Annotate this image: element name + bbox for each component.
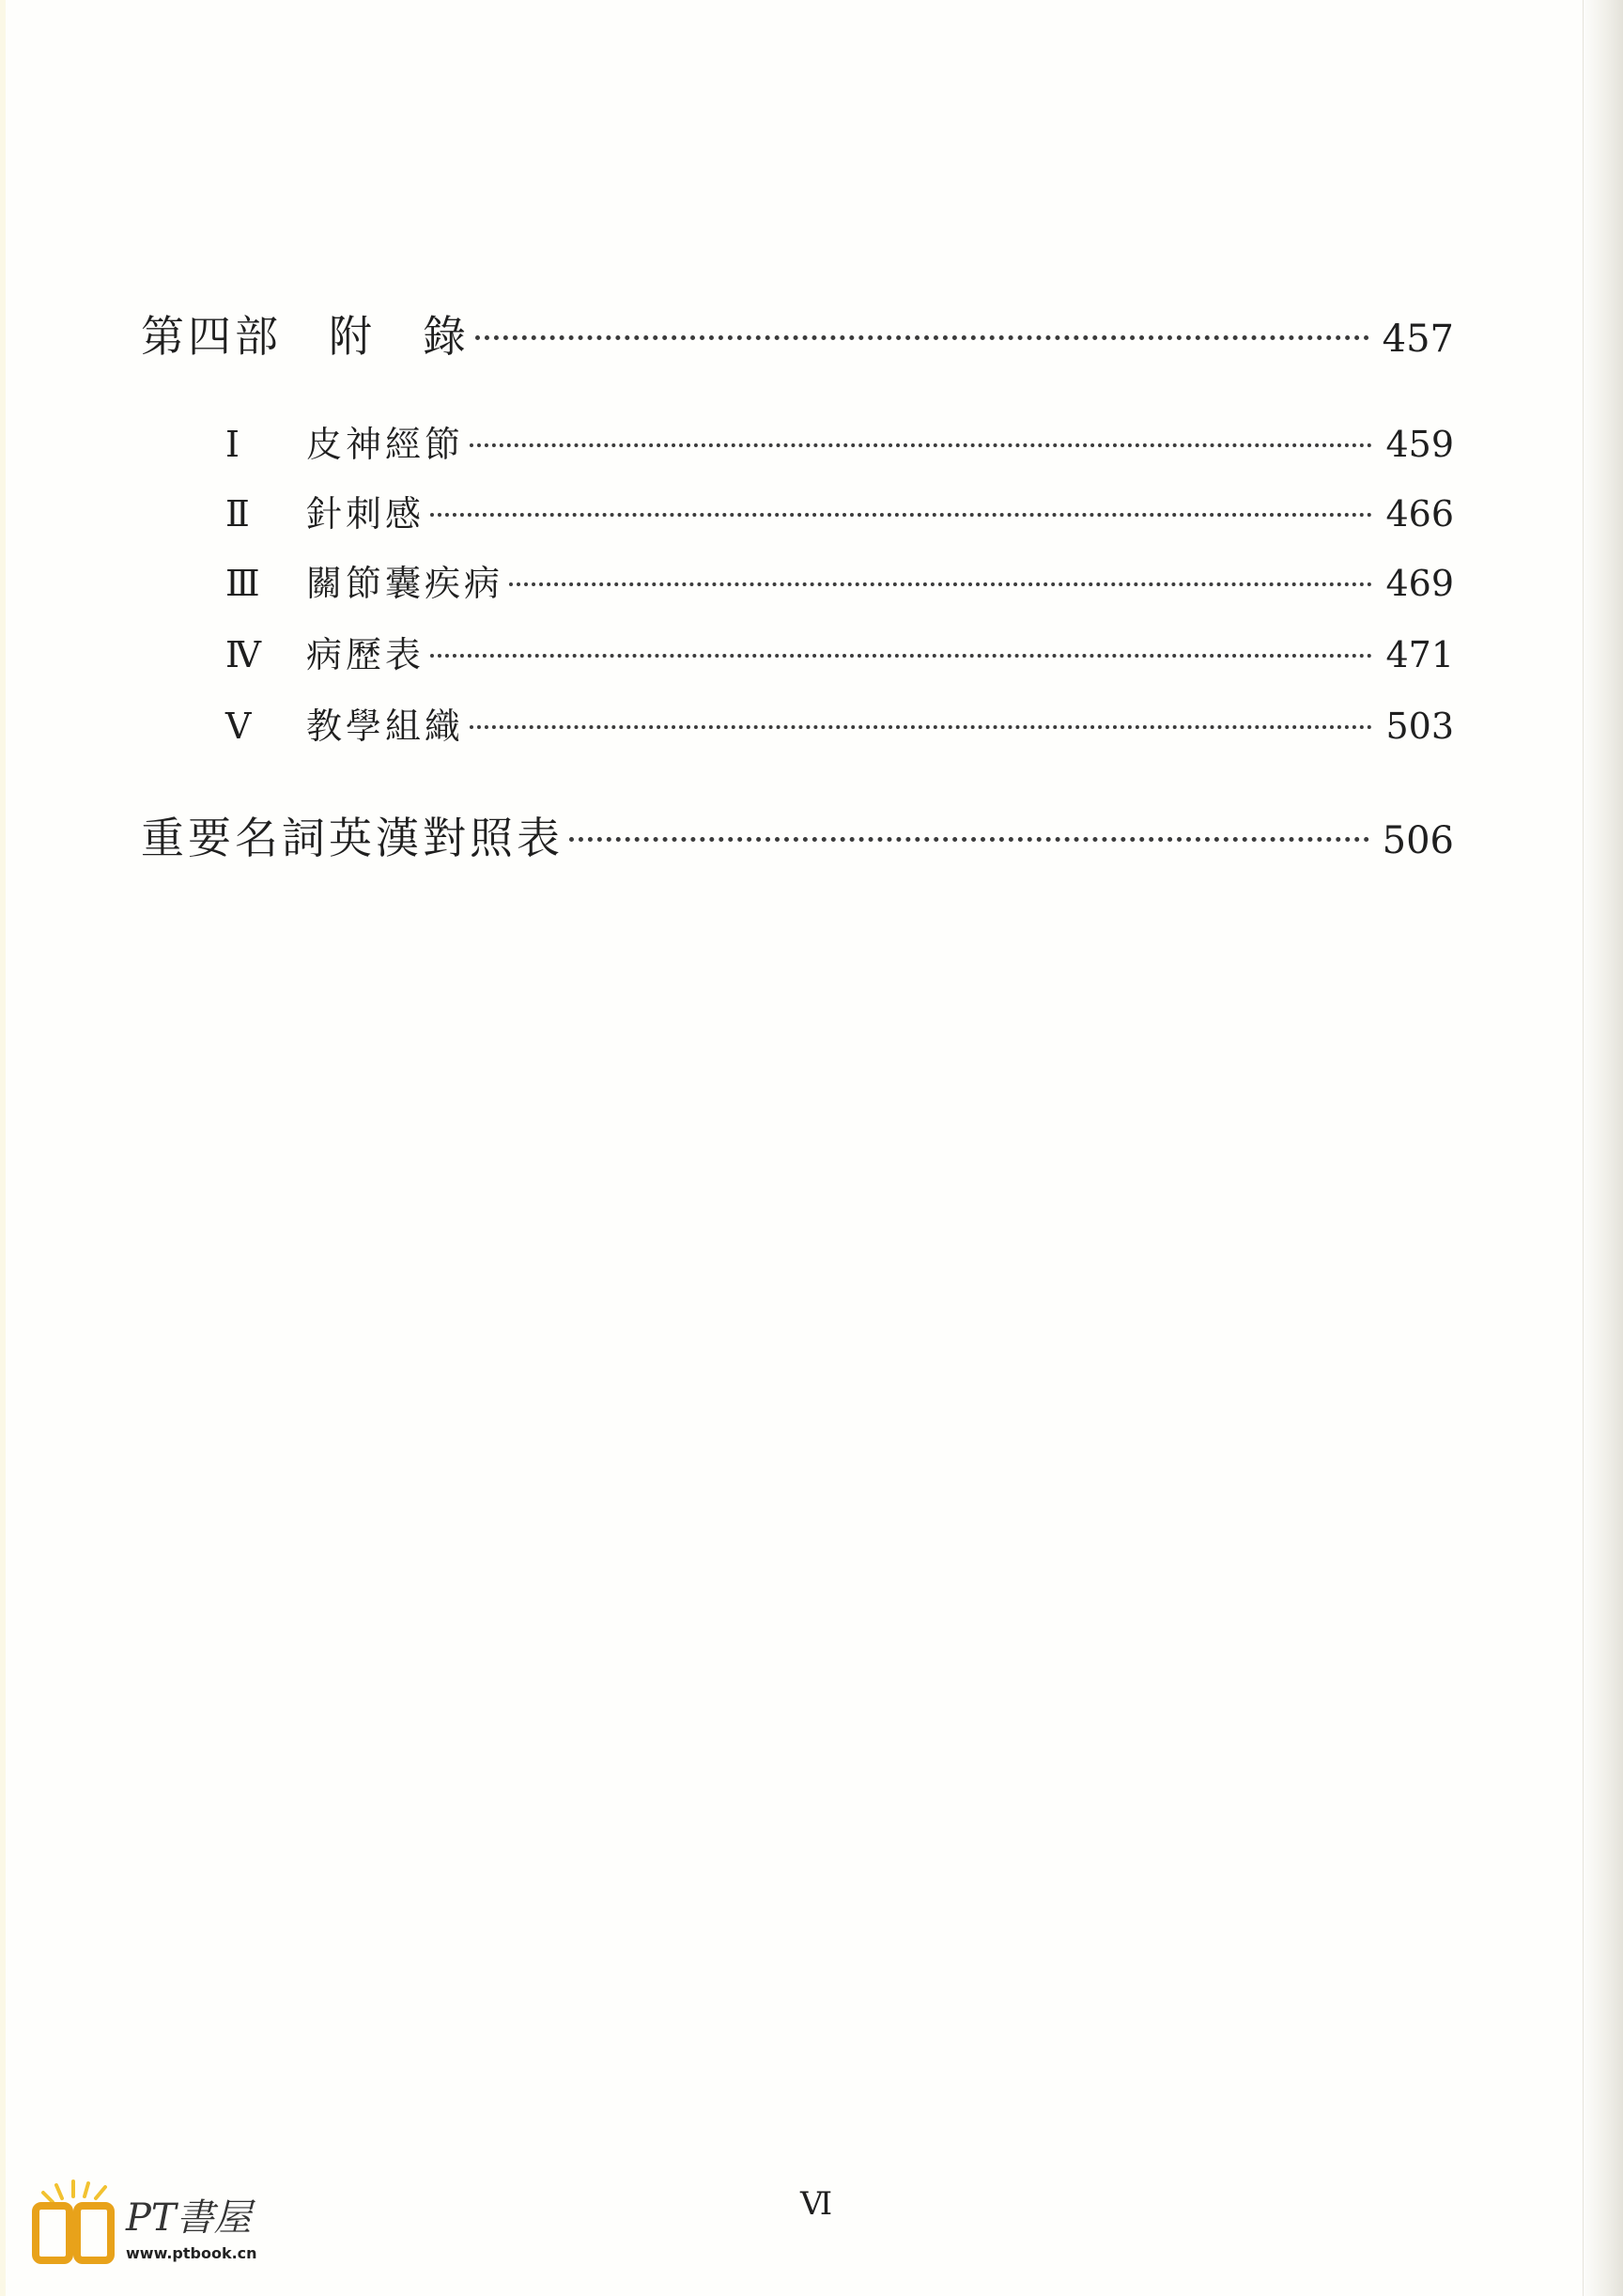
toc-entry-numeral: Ⅳ [225, 634, 261, 675]
page-left-edge [0, 0, 6, 2296]
toc-entry-title: 關節囊疾病 [306, 563, 504, 604]
toc-page-number: 503 [1385, 706, 1454, 747]
toc-page-number: 457 [1382, 318, 1454, 361]
toc-entry-4[interactable] [225, 626, 1454, 675]
toc-leader-dots [430, 654, 1372, 658]
book-icon [36, 2181, 111, 2260]
toc-page-number: 506 [1382, 819, 1454, 862]
page-right-edge [1583, 0, 1623, 2296]
watermark-url: www.ptbook.cn [126, 2244, 257, 2262]
toc-entry-title: 教學組織 [306, 706, 465, 747]
toc-glossary[interactable] [141, 804, 1454, 861]
toc-leader-dots [509, 582, 1372, 586]
ptbook-watermark-logo [28, 2178, 310, 2272]
toc-entry-title: 皮神經節 [306, 424, 465, 465]
toc-leader-dots [430, 513, 1372, 517]
watermark-name: PT書屋 [126, 2196, 252, 2240]
toc-entry-numeral: Ⅲ [225, 563, 260, 604]
toc-leader-dots [470, 725, 1372, 729]
toc-entry-5[interactable] [225, 697, 1454, 746]
toc-entry-numeral: Ⅰ [225, 424, 240, 465]
toc-glossary-title: 重要名詞英漢對照表 [141, 813, 564, 863]
toc-part-appendix[interactable] [141, 303, 1454, 362]
page-folio: Ⅵ [800, 2185, 833, 2223]
toc-page-number: 469 [1385, 563, 1454, 604]
toc-entry-3[interactable] [225, 554, 1454, 603]
toc-leader-dots [569, 837, 1369, 842]
toc-page-number: 459 [1385, 424, 1454, 465]
toc-leader-dots [470, 443, 1372, 447]
toc-entry-title: 針刺感 [306, 493, 425, 535]
toc-entry-title: 病歷表 [306, 634, 425, 675]
toc-entry-2[interactable] [225, 485, 1454, 534]
toc-entry-numeral: Ⅴ [225, 706, 252, 747]
toc-page-number: 466 [1385, 493, 1454, 535]
toc-page-number: 471 [1385, 634, 1454, 675]
toc-entry-1[interactable] [225, 415, 1454, 464]
toc-entry-numeral: Ⅱ [225, 493, 250, 535]
toc-leader-dots [475, 335, 1369, 340]
toc-part-title: 第四部 附 錄 [141, 311, 470, 362]
